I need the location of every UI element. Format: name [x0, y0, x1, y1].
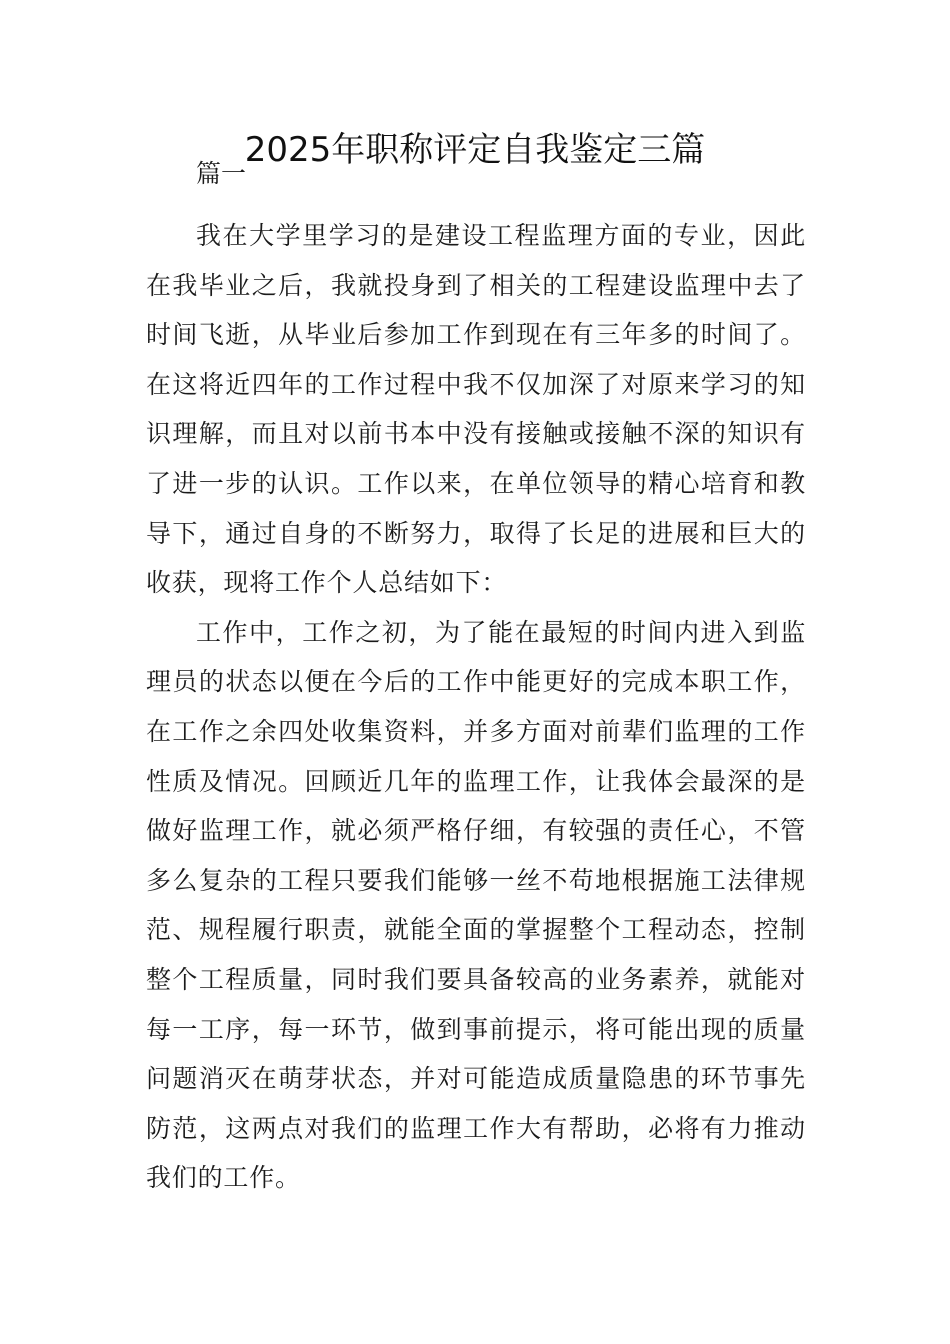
document-title: 2025年职称评定自我鉴定三篇: [244, 130, 706, 170]
paragraph-2: 工作中，工作之初，为了能在最短的时间内进入到监理员的状态以便在今后的工作中能更好的完成本职工作，在工作之余四处收集资料，并多方面对前辈们监理的工作性质及情况。回顾近几年的监理工作，让我体会最深的是做好监理工作，就必须严格仔细，有较强的责任心，不管多么复杂的工程只要我们能够一丝不苟地根据施工法律规范、规程履行职责，就能全面的掌握整个工程动态，控制整个工程质量，同时我们要具备较高的业务素养，就能对每一工序，每一环节，做到事前提示，将可能出现的质量问题消灭在萌芽状态，并对可能造成质量隐患的环节事先防范，这两点对我们的监理工作大有帮助，必将有力推动我们的工作。: [146, 617, 806, 1193]
section-label: 篇一: [196, 159, 247, 188]
paragraph-1: 我在大学里学习的是建设工程监理方面的专业，因此在我毕业之后，我就投身到了相关的工程建设监理中去了时间飞逝，从毕业后参加工作到现在有三年多的时间了。在这将近四年的工作过程中我不仅加深了对原来学习的知识理解，而且对以前书本中没有接触或接触不深的知识有了进一步的认识。工作以来，在单位领导的精心培育和教导下，通过自身的不断努力，取得了长足的进展和巨大的收获，现将工作个人总结如下：: [146, 221, 806, 598]
document-body: [146, 161, 806, 1203]
